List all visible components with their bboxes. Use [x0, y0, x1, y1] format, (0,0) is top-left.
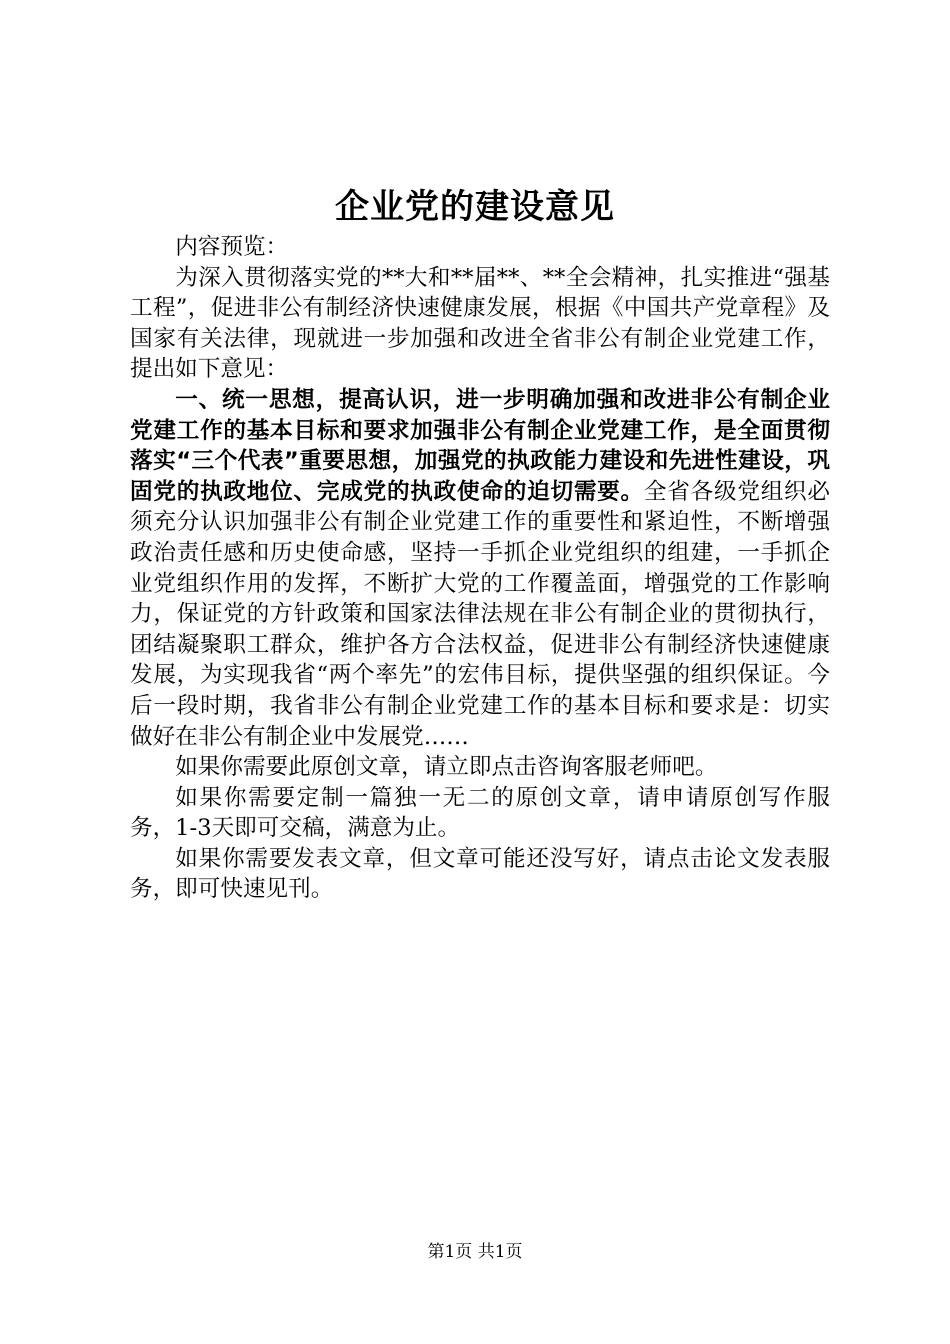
notice-custom-writing-link[interactable]: 如果你需要定制一篇独一无二的原创文章，请申请原创写作服务，1-3天即可交稿，满意为止。 — [130, 784, 830, 842]
notice-consult-link[interactable]: 如果你需要此原创文章，请立即点击咨询客服老师吧。 — [175, 754, 718, 781]
section-paragraph — [130, 385, 830, 752]
intro-paragraph: 为深入贯彻落实党的**大和**届**、**全会精神，扎实推进“强基工程”，促进非公有制经济快速健康发展，根据《中国共产党章程》及国家有关法律，现就进一步加强和改进全省非公有制企业党建工作，提出如下意见： — [130, 264, 830, 383]
section-body: 全省各级党组织必须充分认识加强非公有制企业党建工作的重要性和紧迫性，不断增强政治责任感和历史使命感，坚持一手抓企业党组织的组建，一手抓企业党组织作用的发挥，不断扩大党的工作覆盖面，增强党的工作影响力，保证党的方针政策和国家法律法规在非公有制企业的贯彻执行，团结凝聚职工群众，维护各方合法权益，促进非公有制经济快速健康发展，为实现我省“两个率先”的宏伟目标，提供坚强的组织保证。今后一段时期，我省非公有制企业党建工作的基本目标和要求是：切实做好在非公有制企业中发展党…… — [130, 478, 831, 750]
notice-publish-link[interactable]: 如果你需要发表文章，但文章可能还没写好，请点击论文发表服务，即可快速见刊。 — [130, 845, 830, 903]
document-body — [130, 232, 830, 905]
section-heading: 一、统一思想，提高认识，进一步明确加强和改进非公有制企业党建工作的基本目标和要求加强非公有制企业党建工作，是全面贯彻落实“三个代表”重要思想，加强党的执政能力建设和先进性建设，巩固党的执政地位、完成党的执政使命的迫切需要。 — [130, 386, 830, 505]
page-indicator: 第1页 共1页 — [427, 1242, 523, 1262]
preview-label: 内容预览： — [175, 234, 289, 260]
document-title: 企业党的建设意见 — [335, 187, 615, 227]
